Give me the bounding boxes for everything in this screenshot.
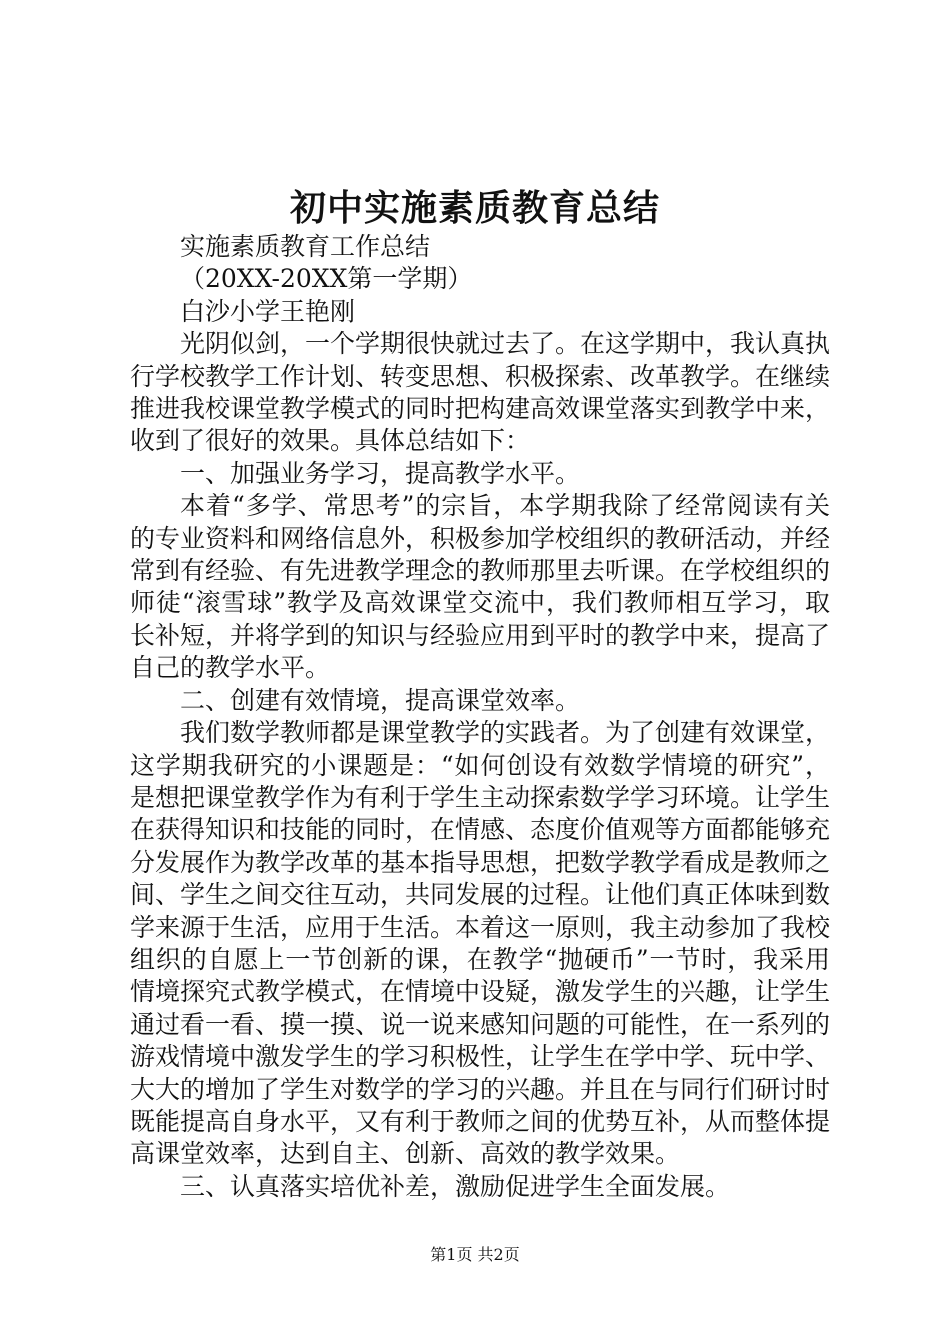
paragraph-intro: 光阴似剑，一个学期很快就过去了。在这学期中，我认真执行学校教学工作计划、转变思想、积极探索、改革教学。在继续推进我校课堂教学模式的同时把构建高效课堂落实到教学中来，收到了很好的效果。具体总结如下： — [130, 329, 831, 456]
section-heading-2: 二、创建有效情境，提高课堂效率。 — [180, 685, 581, 715]
section-heading-3: 三、认真落实培优补差，激励促进学生全面发展。 — [180, 1171, 731, 1201]
paragraph-section-1: 本着“多学、常思考”的宗旨，本学期我除了经常阅读有关的专业资料和网络信息外，积极参加学校组织的教研活动，并经常到有经验、有先进教学理念的教师那里去听课。在学校组织的师徒“滚雪球”教学及高效课堂交流中，我们教师相互学习，取长补短，并将学到的知识与经验应用到平时的教学中来，提高了自己的教学水平。 — [130, 491, 831, 683]
author-line: 白沙小学王艳刚 — [180, 296, 356, 326]
page-footer: 第1页 共2页 — [430, 1245, 520, 1264]
term-line: （20XX-20XX第一学期） — [180, 264, 473, 294]
paragraph-section-2: 我们数学教师都是课堂教学的实践者。为了创建有效课堂，这学期我研究的小课题是：“如何创设有效数学情境的研究”，是想把课堂教学作为有利于学生主动探索数学学习环境。让学生在获得知识和技能的同时，在情感、态度价值观等方面都能够充分发展作为教学改革的基本指导思想，把数学教学看成是教师之间、学生之间交往互动，共同发展的过程。让他们真正体味到数学来源于生活，应用于生活。本着这一原则，我主动参加了我校组织的自愿上一节创新的课，在教学“抛硬币”一节时，我采用情境探究式教学模式，在情境中设疑，激发学生的兴趣，让学生通过看一看、摸一摸、说一说来感知问题的可能性，在一系列的游戏情境中激发学生的学习积极性，让学生在学中学、玩中学、大大的增加了学生对数学的学习的兴趣。并且在与同行们研讨时既能提高自身水平，又有利于教师之间的优势互补，从而整体提高课堂效率，达到自主、创新、高效的教学效果。 — [130, 718, 831, 1169]
document-body — [130, 231, 830, 1203]
subtitle-line: 实施素质教育工作总结 — [180, 232, 431, 261]
document-title: 初中实施素质教育总结 — [289, 187, 660, 229]
section-heading-1: 一、加强业务学习，提高教学水平。 — [180, 458, 581, 488]
